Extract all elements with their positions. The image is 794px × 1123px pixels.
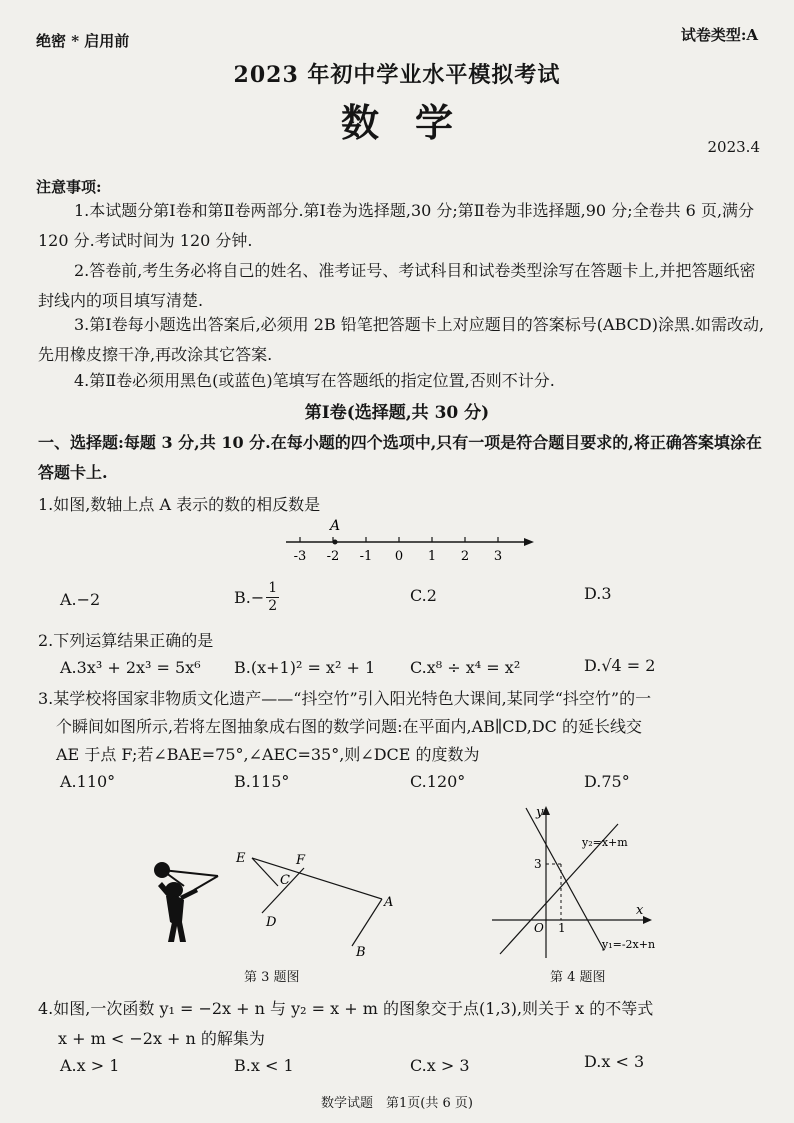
q4-option-d[interactable]: D.x < 3 bbox=[584, 1052, 645, 1071]
q2-option-c[interactable]: C.x⁸ ÷ x⁴ = x² bbox=[410, 658, 521, 677]
notes-heading: 注意事项: bbox=[36, 178, 102, 196]
q4-option-b[interactable]: B.x < 1 bbox=[234, 1056, 294, 1075]
q1-option-c[interactable]: C.2 bbox=[410, 586, 437, 605]
question-3-line: AE 于点 F;若∠BAE=75°,∠AEC=35°,则∠DCE 的度数为 bbox=[56, 745, 480, 764]
note-item: 1.本试题分第Ⅰ卷和第Ⅱ卷两部分.第Ⅰ卷为选择题,30 分;第Ⅱ卷为非选择题,90 分;全卷共 6 页,满分 120 分.考试时间为 120 分钟. bbox=[38, 201, 755, 250]
number-line-figure bbox=[280, 512, 540, 568]
origin-label: O bbox=[534, 921, 544, 935]
question-4-line: x + m < −2x + n 的解集为 bbox=[58, 1029, 265, 1048]
q1-option-b[interactable] bbox=[234, 580, 279, 615]
number-line-arrow bbox=[524, 538, 534, 546]
fraction bbox=[266, 580, 279, 615]
note-item: 4.第Ⅱ卷必须用黑色(或蓝色)笔填写在答题纸的指定位置,否则不计分. bbox=[74, 371, 555, 390]
x-axis-arrow bbox=[643, 916, 652, 924]
number-line-tick-label: -3 bbox=[293, 549, 307, 564]
q3-option-b[interactable]: B.115° bbox=[234, 772, 290, 791]
x-tick-label: 1 bbox=[558, 921, 566, 935]
number-line-tick-label: 1 bbox=[427, 549, 437, 564]
subject-title: 数学 bbox=[340, 100, 489, 145]
q1-option-d[interactable]: D.3 bbox=[584, 584, 612, 603]
q2-option-a[interactable]: A.3x³ + 2x³ = 5x⁶ bbox=[60, 658, 201, 677]
q1-option-a[interactable]: A.−2 bbox=[60, 590, 101, 609]
q3-option-c[interactable]: C.120° bbox=[410, 772, 466, 791]
section-title: 第Ⅰ卷(选择题,共 30 分) bbox=[304, 403, 490, 423]
note-item: 3.第Ⅰ卷每小题选出答案后,必须用 2B 铅笔把答题卡上对应题目的答案标号(ABCD)涂黑.如需改动,先用橡皮擦干净,再改涂其它答案. bbox=[38, 315, 765, 364]
number-line-tick-label: -1 bbox=[359, 549, 373, 564]
question-3-line: 3.某学校将国家非物质文化遗产——“抖空竹”引入阳光特色大课间,某同学“抖空竹”的一 bbox=[38, 689, 652, 708]
exam-date: 2023.4 bbox=[707, 138, 760, 156]
question-2-stem: 2.下列运算结果正确的是 bbox=[38, 631, 214, 650]
fraction-numerator: 1 bbox=[268, 580, 278, 596]
q3-option-d[interactable]: D.75° bbox=[584, 772, 630, 791]
segment-ab bbox=[352, 899, 382, 946]
label-b: B bbox=[356, 945, 366, 960]
q4-option-c[interactable]: C.x > 3 bbox=[410, 1056, 470, 1075]
number-line-tick-label: 2 bbox=[460, 549, 470, 564]
page-footer: 数学试题 第1页(共 6 页) bbox=[321, 1096, 473, 1111]
q2-option-b[interactable]: B.(x+1)² = x² + 1 bbox=[234, 658, 376, 677]
y-tick-label: 3 bbox=[534, 857, 542, 871]
y-axis-label: y bbox=[536, 805, 544, 820]
figure-3-caption: 第 3 题图 bbox=[244, 970, 300, 985]
point-a-label: A bbox=[330, 518, 341, 534]
diabolo-player-figure bbox=[140, 850, 230, 950]
line-y2-label: y₂=x+m bbox=[582, 836, 628, 849]
paper-type-label: 试卷类型:A bbox=[680, 26, 758, 44]
linear-function-graph bbox=[486, 798, 666, 966]
geometry-figure-q3 bbox=[232, 846, 392, 961]
number-line-tick-label: 0 bbox=[394, 549, 404, 564]
label-d: D bbox=[266, 915, 277, 930]
number-line-tick-label: -2 bbox=[326, 549, 340, 564]
label-a: A bbox=[384, 895, 394, 910]
question-1-stem: 1.如图,数轴上点 A 表示的数的相反数是 bbox=[38, 495, 321, 514]
section-instruction: 一、选择题:每题 3 分,共 10 分.在每小题的四个选项中,只有一项是符合题目要求的,将正确答案填涂在答题卡上. bbox=[38, 433, 762, 482]
fraction-denominator: 2 bbox=[268, 598, 278, 614]
q3-option-a[interactable]: A.110° bbox=[60, 772, 116, 791]
x-axis-label: x bbox=[636, 903, 644, 918]
q1-option-b-prefix: B.− bbox=[234, 588, 265, 607]
confidential-label: 绝密 * 启用前 bbox=[36, 32, 130, 50]
exam-title: 2023 年初中学业水平模拟考试 bbox=[233, 62, 561, 88]
number-line-tick-label: 3 bbox=[493, 549, 503, 564]
number-line-ticks bbox=[294, 537, 502, 564]
label-e: E bbox=[236, 851, 246, 866]
question-3-line: 个瞬间如图所示,若将左图抽象成右图的数学问题:在平面内,AB∥CD,DC 的延长线交 bbox=[56, 717, 643, 736]
figure-4-caption: 第 4 题图 bbox=[550, 970, 606, 985]
point-a-dot bbox=[333, 540, 338, 545]
label-c: C bbox=[280, 873, 290, 888]
line-y1-label: y₁=-2x+n bbox=[602, 938, 656, 951]
q4-option-a[interactable]: A.x > 1 bbox=[60, 1056, 120, 1075]
q2-option-d[interactable]: D.√4 = 2 bbox=[584, 656, 656, 675]
note-item: 2.答卷前,考生务必将自己的姓名、准考证号、考试科目和试卷类型涂写在答题卡上,并把答题纸密封线内的项目填写清楚. bbox=[38, 261, 756, 310]
label-f: F bbox=[296, 853, 306, 868]
question-4-line: 4.如图,一次函数 y₁ = −2x + n 与 y₂ = x + m 的图象交于点(1,3),则关于 x 的不等式 bbox=[38, 999, 654, 1018]
